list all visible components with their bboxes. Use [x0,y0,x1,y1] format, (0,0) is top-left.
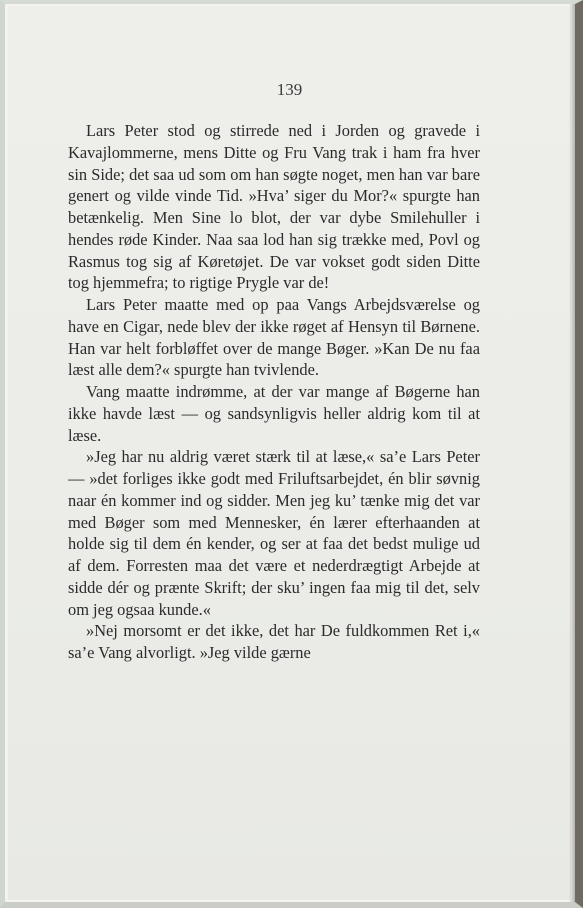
paragraph: »Nej morsomt er det ikke, det har De fuldkommen Ret i,« sa’e Vang alvorligt. »Jeg vilde gærne [68,621,480,662]
body-text [68,120,480,664]
paragraph: »Jeg har nu aldrig været stærk til at læse,« sa’e Lars Peter — »det forliges ikke godt med Friluftsarbejdet, én blir søvnig naar én kommer ind og sidder. Men jeg ku’ tænke mig det var med Bøger som med Mennesker, én lærer efterhaanden at holde sig til dem én kender, og ser at faa det bedst mulige ud af dem. Forresten maa det være et nederdrægtigt Arbejde at sidde dér og prænte Skrift; der sku’ ingen faa mig til det, selv om jeg ogsaa kunde.« [68,447,480,619]
paragraph: Lars Peter maatte med op paa Vangs Arbejdsværelse og have en Cigar, nede blev der ikke røget af Hensyn til Børnene. Han var helt forbløffet over de mange Bøger. »Kan De nu faa læst alle dem?« spurgte han tvivlende. [68,295,480,380]
paragraph: Lars Peter stod og stirrede ned i Jorden og gravede i Kavajlommerne, mens Ditte og Fru Vang trak i ham fra hver sin Side; det saa ud som om han søgte noget, men han var bare genert og vilde vinde Tid. »Hva’ siger du Mor?« spurgte han betænkelig. Men Sine lo blot, der var dybe Smilehuller i hendes røde Kinder. Naa saa lod han sig trække med, Povl og Rasmus tog sig af Køretøjet. De var vokset godt siden Ditte tog hjemmefra; to rigtige Prygle var de! [68,121,480,293]
book-page [8,6,571,900]
page-number: 139 [276,80,303,99]
paragraph: Vang maatte indrømme, at der var mange af Bøgerne han ikke havde læst — og sandsynligvis heller aldrig kom til at læse. [68,382,480,445]
